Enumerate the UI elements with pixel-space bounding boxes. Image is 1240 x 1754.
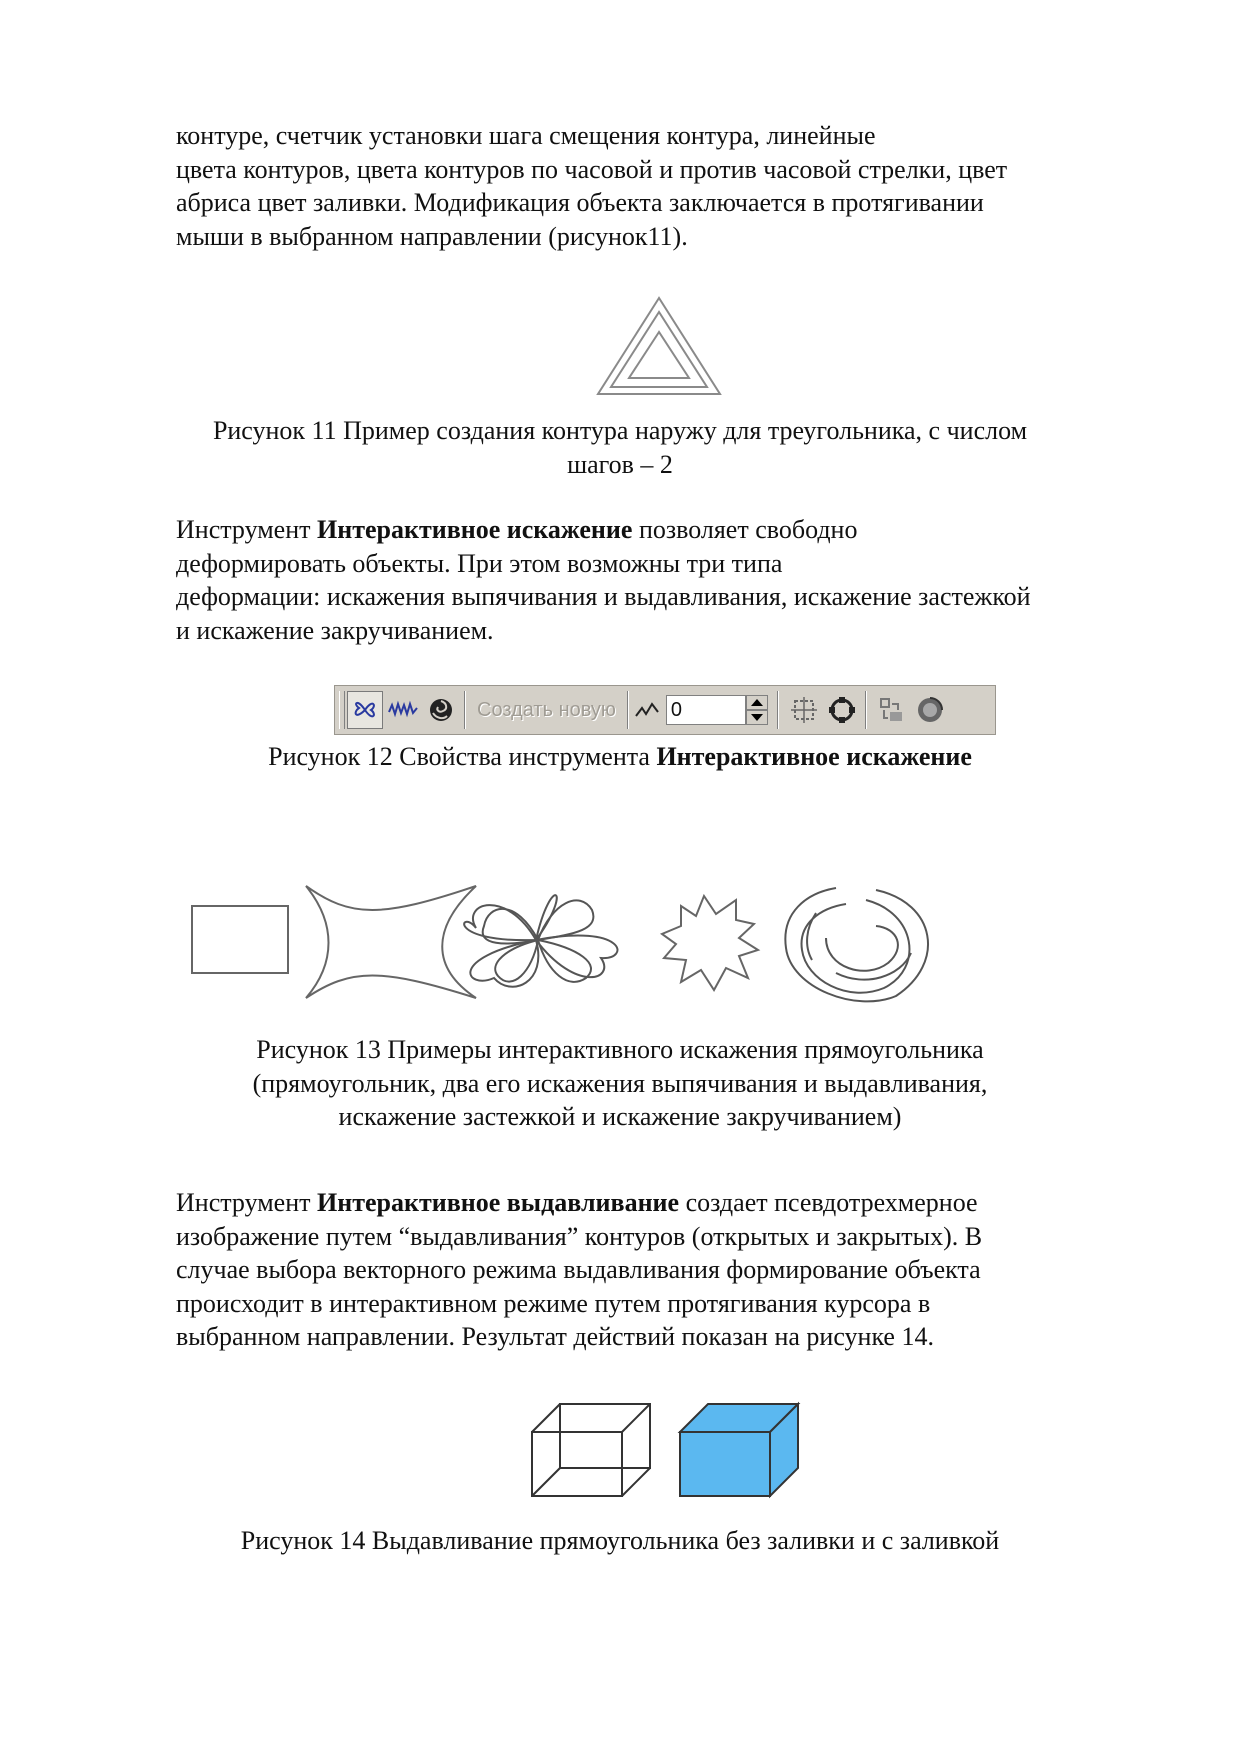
toolbar-separator bbox=[464, 691, 466, 729]
zipper-distortion-button[interactable] bbox=[385, 691, 421, 729]
tool-name: Интерактивное искажение bbox=[656, 742, 972, 771]
figure11-triangles bbox=[596, 296, 722, 402]
tool-name: Интерактивное выдавливание bbox=[317, 1188, 680, 1217]
copy-properties-button[interactable] bbox=[874, 691, 910, 729]
extrusion-paragraph bbox=[176, 1186, 982, 1354]
figure13-caption bbox=[0, 1033, 1240, 1134]
wireframe-box bbox=[532, 1404, 650, 1496]
intro-paragraph bbox=[176, 119, 1007, 253]
figure13-distortion-examples bbox=[176, 868, 1024, 1018]
push-distortion-shape bbox=[483, 900, 594, 981]
center-distortion-icon bbox=[790, 696, 818, 724]
toolbar-separator bbox=[627, 691, 629, 729]
text-span: Инструмент bbox=[176, 1188, 317, 1217]
zipper-distortion-shape bbox=[662, 896, 758, 990]
text-span: Инструмент bbox=[176, 515, 317, 544]
toolbar-grip[interactable] bbox=[339, 691, 345, 729]
figure14-caption bbox=[0, 1524, 1240, 1558]
clear-distortion-icon bbox=[916, 696, 944, 724]
convert-to-curves-button[interactable] bbox=[824, 691, 860, 729]
spin-down-icon[interactable] bbox=[746, 710, 768, 725]
caption-line: Рисунок 14 Выдавливание прямоугольника без заливки и с заливкой bbox=[240, 1526, 1000, 1555]
push-pull-distortion-icon bbox=[351, 696, 379, 724]
convert-to-curves-icon bbox=[828, 696, 856, 724]
text-span: позволяет свободно bbox=[632, 515, 858, 544]
pull-distortion-shape bbox=[306, 886, 476, 998]
create-new-button[interactable]: Создать новую bbox=[477, 698, 616, 721]
text-line bbox=[176, 513, 1031, 547]
text-line: и искажение закручиванием. bbox=[176, 615, 494, 645]
figure14-extruded-boxes bbox=[526, 1398, 812, 1502]
filled-box bbox=[680, 1404, 798, 1496]
caption-line: шагов – 2 bbox=[567, 449, 673, 479]
toolbar-separator bbox=[865, 691, 867, 729]
text-line: цвета контуров, цвета контуров по часовой и против часовой стрелки, цвет bbox=[176, 154, 1008, 184]
push-pull-distortion-button[interactable] bbox=[347, 691, 383, 729]
center-distortion-button[interactable] bbox=[786, 691, 822, 729]
caption-line bbox=[0, 740, 1240, 774]
text-line bbox=[176, 1186, 982, 1220]
spin-up-icon[interactable] bbox=[746, 695, 768, 710]
toolbar-separator bbox=[777, 691, 779, 729]
distortion-property-bar bbox=[334, 685, 996, 735]
text-line: изображение путем “выдавливания” контуров (открытых и закрытых). В bbox=[176, 1221, 983, 1251]
caption-line: искажение застежкой и искажение закручиванием) bbox=[338, 1102, 902, 1131]
caption-line: Рисунок 13 Примеры интерактивного искажения прямоугольника bbox=[256, 1035, 984, 1064]
tool-name: Интерактивное искажение bbox=[317, 515, 633, 544]
figure12-caption bbox=[0, 740, 1240, 774]
text-line: происходит в интерактивном режиме путем протягивания курсора в bbox=[176, 1288, 931, 1318]
twister-distortion-icon bbox=[427, 696, 455, 724]
twister-distortion-shape bbox=[785, 888, 928, 1001]
text-line: выбранном направлении. Результат действий показан на рисунке 14. bbox=[176, 1322, 934, 1351]
text-line: абриса цвет заливки. Модификация объекта заключается в протягивании bbox=[176, 188, 984, 217]
text-line: контуре, счетчик установки шага смещения контура, линейные bbox=[176, 121, 876, 150]
text-span: создает псевдотрехмерное bbox=[679, 1188, 978, 1217]
clear-distortion-button[interactable] bbox=[912, 691, 948, 729]
text-line: случае выбора векторного режима выдавливания формирование объекта bbox=[176, 1255, 981, 1284]
amplitude-input[interactable]: 0 bbox=[666, 695, 746, 725]
text-line: мыши в выбранном направлении (рисунок11). bbox=[176, 221, 688, 251]
text-line: деформации: искажения выпячивания и выдавливания, искажение застежкой bbox=[176, 582, 1031, 611]
text-line: деформировать объекты. При этом возможны три типа bbox=[176, 548, 783, 578]
caption-line: Рисунок 11 Пример создания контура наружу для треугольника, с числом bbox=[212, 416, 1028, 445]
inner-triangle bbox=[629, 332, 689, 378]
copy-properties-icon bbox=[878, 696, 906, 724]
amplitude-spinner[interactable] bbox=[746, 695, 768, 725]
amplitude-icon bbox=[634, 698, 662, 722]
distortion-paragraph bbox=[176, 513, 1031, 647]
zipper-distortion-icon bbox=[388, 698, 418, 722]
original-rectangle bbox=[192, 906, 288, 973]
caption-text: Рисунок 12 Свойства инструмента bbox=[268, 742, 657, 771]
twister-distortion-button[interactable] bbox=[423, 691, 459, 729]
figure11-caption bbox=[0, 414, 1240, 481]
caption-line: (прямоугольник, два его искажения выпячивания и выдавливания, bbox=[252, 1068, 988, 1098]
